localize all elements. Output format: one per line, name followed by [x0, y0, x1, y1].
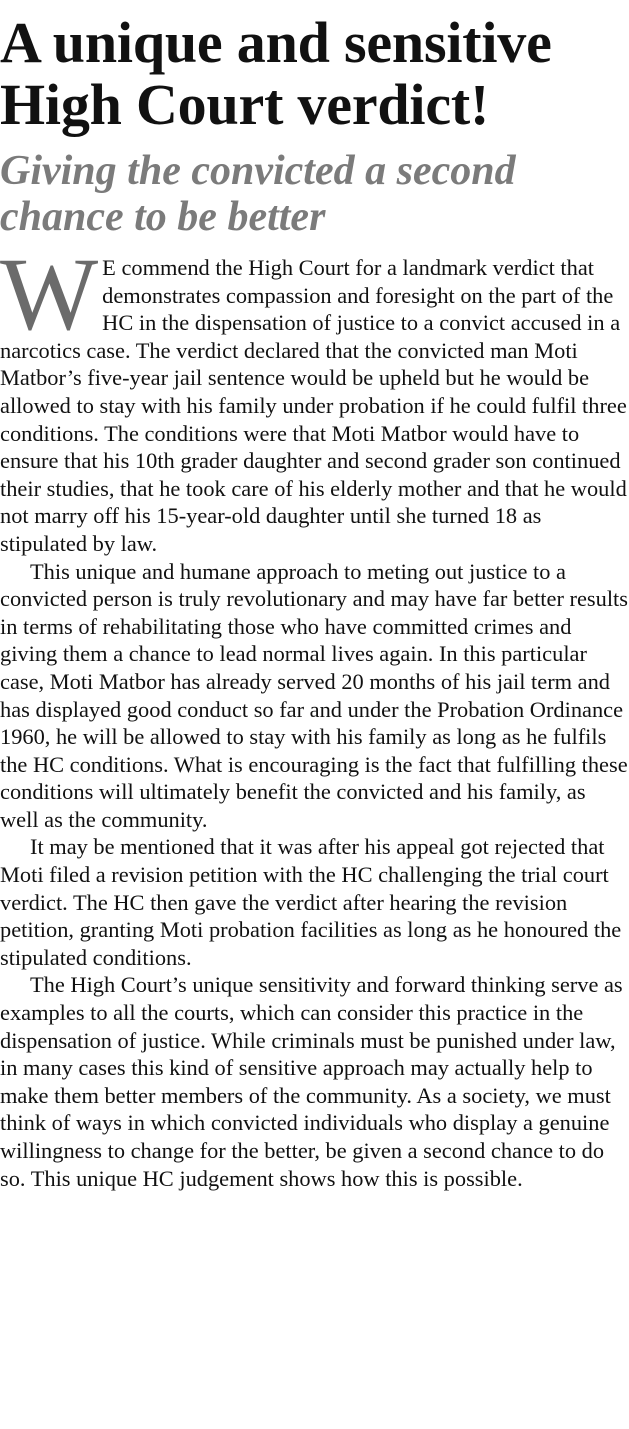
paragraph-2: This unique and humane approach to meting out justice to a convicted person is truly revolutionary and may have far better results in terms of rehabilitating those who have committed crimes and giving them a chance to lead normal lives again. In this particular case, Moti Matbor has already served 20 months of his jail term and has displayed good conduct so far and under the Probation Ordinance 1960, he will be allowed to stay with his family as long as he fulfils the HC conditions. What is encouraging is the fact that fulfilling these conditions will ultimately benefit the convicted and his family, as well as the community.	[0, 558, 628, 832]
paragraph-1	[0, 237, 629, 558]
article-body	[0, 237, 629, 1192]
paragraph-4: The High Court’s unique sensitivity and forward thinking serve as examples to all the courts, which can consider this practice in the dispensation of justice. While criminals must be punished under law, in many cases this kind of sensitive approach may actually help to make them better members of the community. As a society, we must think of ways in which convicted individuals who display a genuine willingness to change for the better, be given a second chance to do so. This unique HC judgement shows how this is possible.	[0, 972, 623, 1191]
drop-cap: W	[0, 237, 99, 352]
paragraph-3: It may be mentioned that it was after his appeal got rejected that Moti filed a revision petition with the HC challenging the trial court verdict. The HC then gave the verdict after hearing the revision petition, granting Moti probation facilities as long as he honoured the stipulated conditions.	[0, 834, 622, 970]
subheadline: Giving the convicted a second chance to be better	[0, 148, 516, 240]
paragraph-1-text: E commend the High Court for a landmark verdict that demonstrates compassion and foresight on the part of the HC in the dispensation of justice to a convict accused in a narcotics case. The verdict declared that the convicted man Moti Matbor’s five-year jail sentence would be upheld but he would be allowed to stay with his family under probation if he could fulfil three conditions. The conditions were that Moti Matbor would have to ensure that his 10th grader daughter and second grader son continued their studies, that he took care of his elderly mother and that he would not marry off his 15-year-old daughter until she turned 18 as stipulated by law.	[0, 255, 627, 556]
headline: A unique and sensitive High Court verdict!	[0, 10, 552, 137]
